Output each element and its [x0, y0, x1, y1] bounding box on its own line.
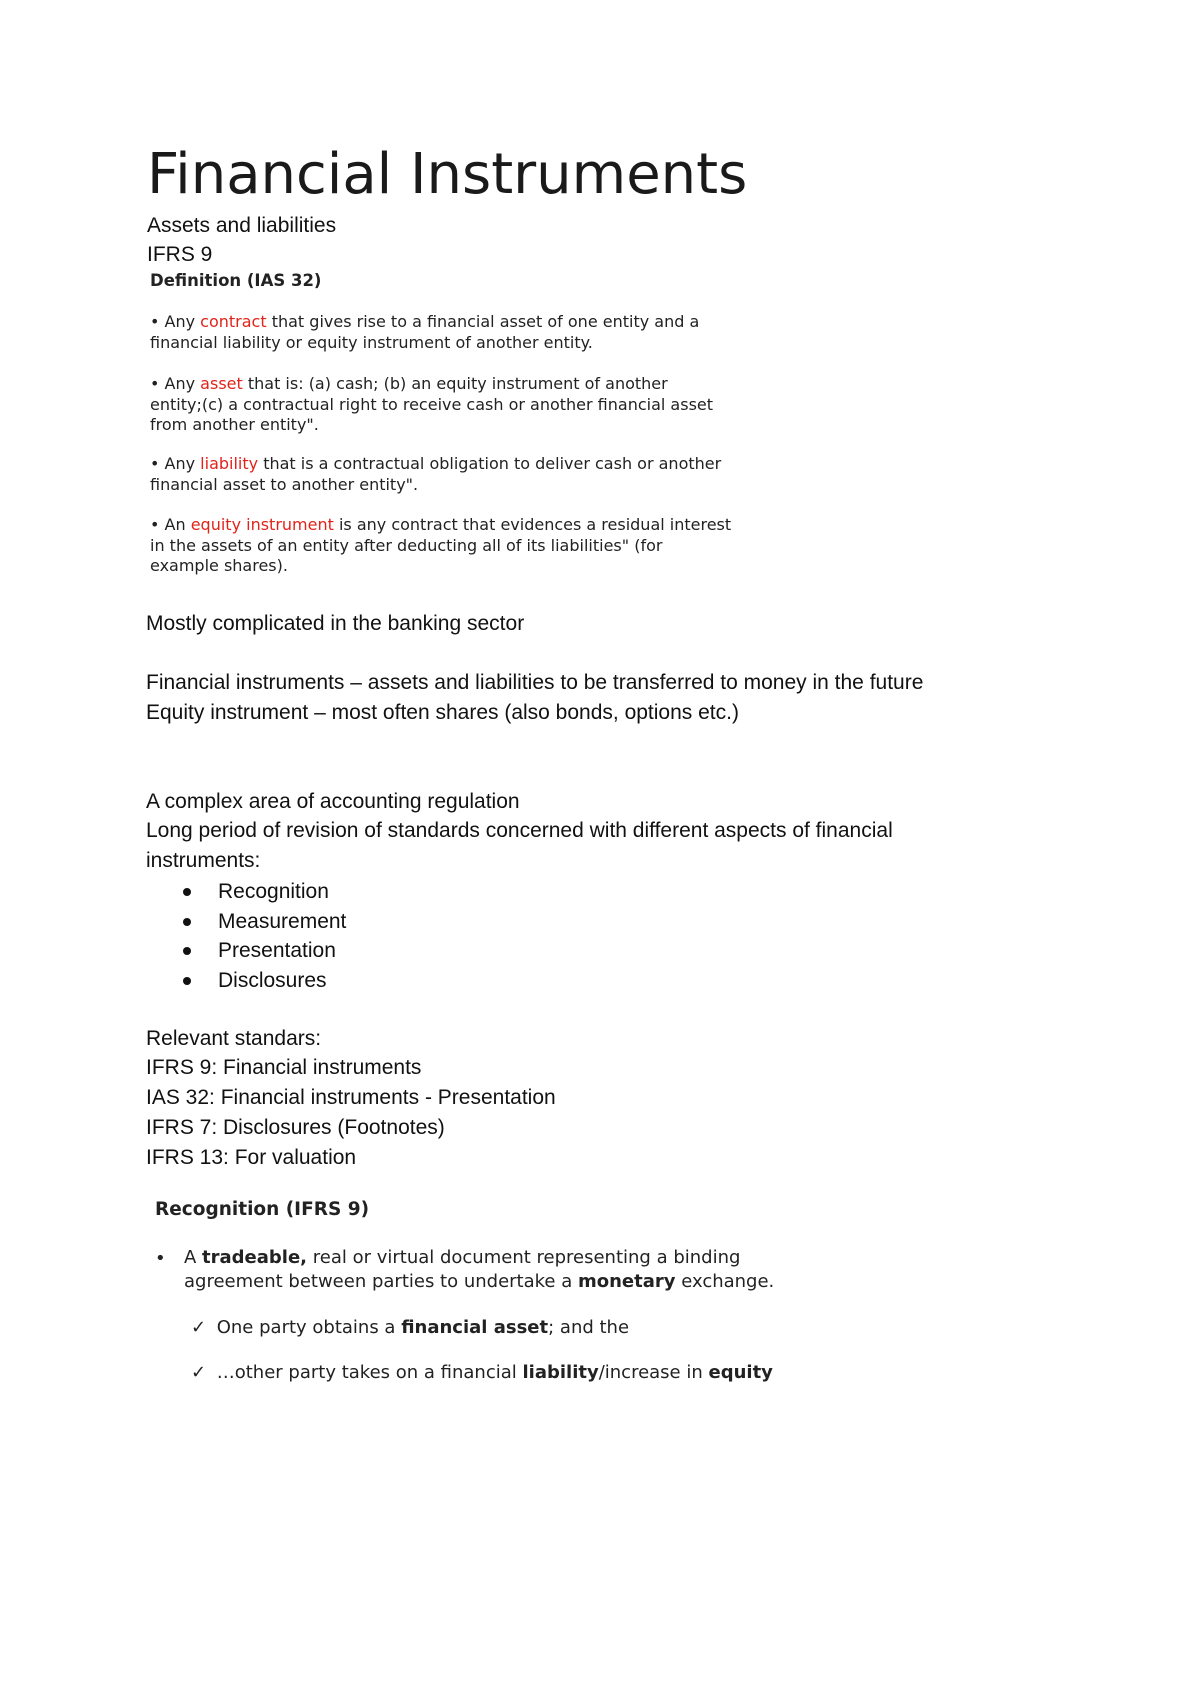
- definition-text: financial liability or equity instrument of another entity.: [150, 332, 593, 352]
- definition-text: is any contract that evidences a residual interest: [333, 515, 732, 534]
- definition-text: in the assets of an entity after deducting all of its liabilities" (for: [150, 535, 663, 555]
- definition-text: entity;(c) a contractual right to receive cash or another financial asset: [150, 394, 714, 414]
- text: /increase in: [598, 1362, 709, 1383]
- recognition-line-2: [184, 1271, 774, 1292]
- checkmark-icon: ✓: [191, 1317, 207, 1338]
- definition-text: that is: (a) cash; (b) an equity instrument of another: [242, 374, 668, 393]
- bullet-text: • Any: [150, 454, 201, 473]
- list-item-label: Measurement: [218, 909, 347, 933]
- recognition-bullet-mark: •: [155, 1248, 166, 1269]
- banking-note: Mostly complicated in the banking sector: [146, 612, 525, 635]
- list-item: [145, 936, 346, 966]
- text: exchange.: [675, 1271, 775, 1292]
- standard-item: IFRS 13: For valuation: [146, 1146, 357, 1169]
- term-contract: contract: [200, 312, 267, 331]
- subtitle-assets-liabilities: Assets and liabilities: [147, 214, 337, 237]
- bullet-text: • Any: [150, 312, 201, 331]
- bullet-text: • An: [150, 515, 191, 534]
- term-asset: asset: [200, 374, 243, 393]
- list-item: [145, 877, 346, 907]
- term-liability: liability: [522, 1362, 599, 1383]
- definition-text: example shares).: [150, 556, 288, 575]
- definition-text: from another entity".: [150, 415, 319, 434]
- list-item: [145, 966, 346, 996]
- definition-asset: [150, 374, 713, 436]
- term-equity-instrument: equity instrument: [190, 515, 334, 534]
- bullet-dot-icon: [183, 977, 191, 985]
- relevant-standards-heading: Relevant standars:: [146, 1027, 322, 1050]
- list-item-label: Disclosures: [218, 968, 327, 992]
- complex-area-note: A complex area of accounting regulation: [146, 790, 520, 813]
- definition-text: financial asset to another entity".: [150, 474, 419, 494]
- text: ; and the: [548, 1317, 630, 1338]
- bullet-dot-icon: [183, 918, 191, 926]
- text: A: [184, 1247, 203, 1268]
- bullet-text: • Any: [150, 374, 201, 393]
- term-financial-asset: financial asset: [401, 1317, 549, 1338]
- check-item-1: [191, 1317, 629, 1338]
- bullet-dot-icon: [183, 888, 191, 896]
- term-equity: equity: [708, 1362, 773, 1383]
- bullet-dot-icon: [183, 947, 191, 955]
- list-item-label: Recognition: [218, 880, 329, 903]
- recognition-heading: Recognition (IFRS 9): [155, 1199, 370, 1220]
- long-period-note: Long period of revision of standards concerned with different aspects of financial: [146, 819, 893, 842]
- long-period-note-cont: instruments:: [146, 849, 261, 872]
- definition-liability: [150, 454, 721, 495]
- definition-text: that is a contractual obligation to deliver cash or another: [258, 454, 722, 473]
- definition-text: that gives rise to a financial asset of one entity and a: [266, 312, 700, 331]
- aspects-list: [145, 877, 346, 995]
- term-monetary: monetary: [577, 1271, 676, 1292]
- standard-item: IFRS 7: Disclosures (Footnotes): [146, 1116, 445, 1139]
- equity-instrument-note: Equity instrument – most often shares (also bonds, options etc.): [146, 701, 739, 724]
- page-title: Financial Instruments: [147, 142, 748, 207]
- list-item-label: Presentation: [218, 939, 336, 962]
- definition-equity: [150, 515, 731, 577]
- definition-contract: [150, 312, 699, 353]
- text: agreement between parties to undertake a: [184, 1271, 578, 1292]
- list-item: [145, 907, 346, 937]
- term-liability: liability: [200, 454, 259, 473]
- checkmark-icon: ✓: [191, 1362, 207, 1383]
- term-tradeable: tradeable,: [202, 1247, 308, 1268]
- recognition-line-1: [184, 1247, 740, 1268]
- text: …other party takes on a financial: [216, 1362, 523, 1383]
- definition-heading: Definition (IAS 32): [150, 271, 322, 290]
- text: One party obtains a: [216, 1317, 402, 1338]
- standard-item: IFRS 9: Financial instruments: [146, 1056, 422, 1079]
- subtitle-ifrs9: IFRS 9: [147, 243, 213, 266]
- check-item-2: [191, 1362, 773, 1383]
- financial-instruments-note: Financial instruments – assets and liabilities to be transferred to money in the future: [146, 671, 924, 694]
- standard-item: IAS 32: Financial instruments - Presentation: [146, 1086, 556, 1109]
- text: real or virtual document representing a binding: [307, 1247, 741, 1268]
